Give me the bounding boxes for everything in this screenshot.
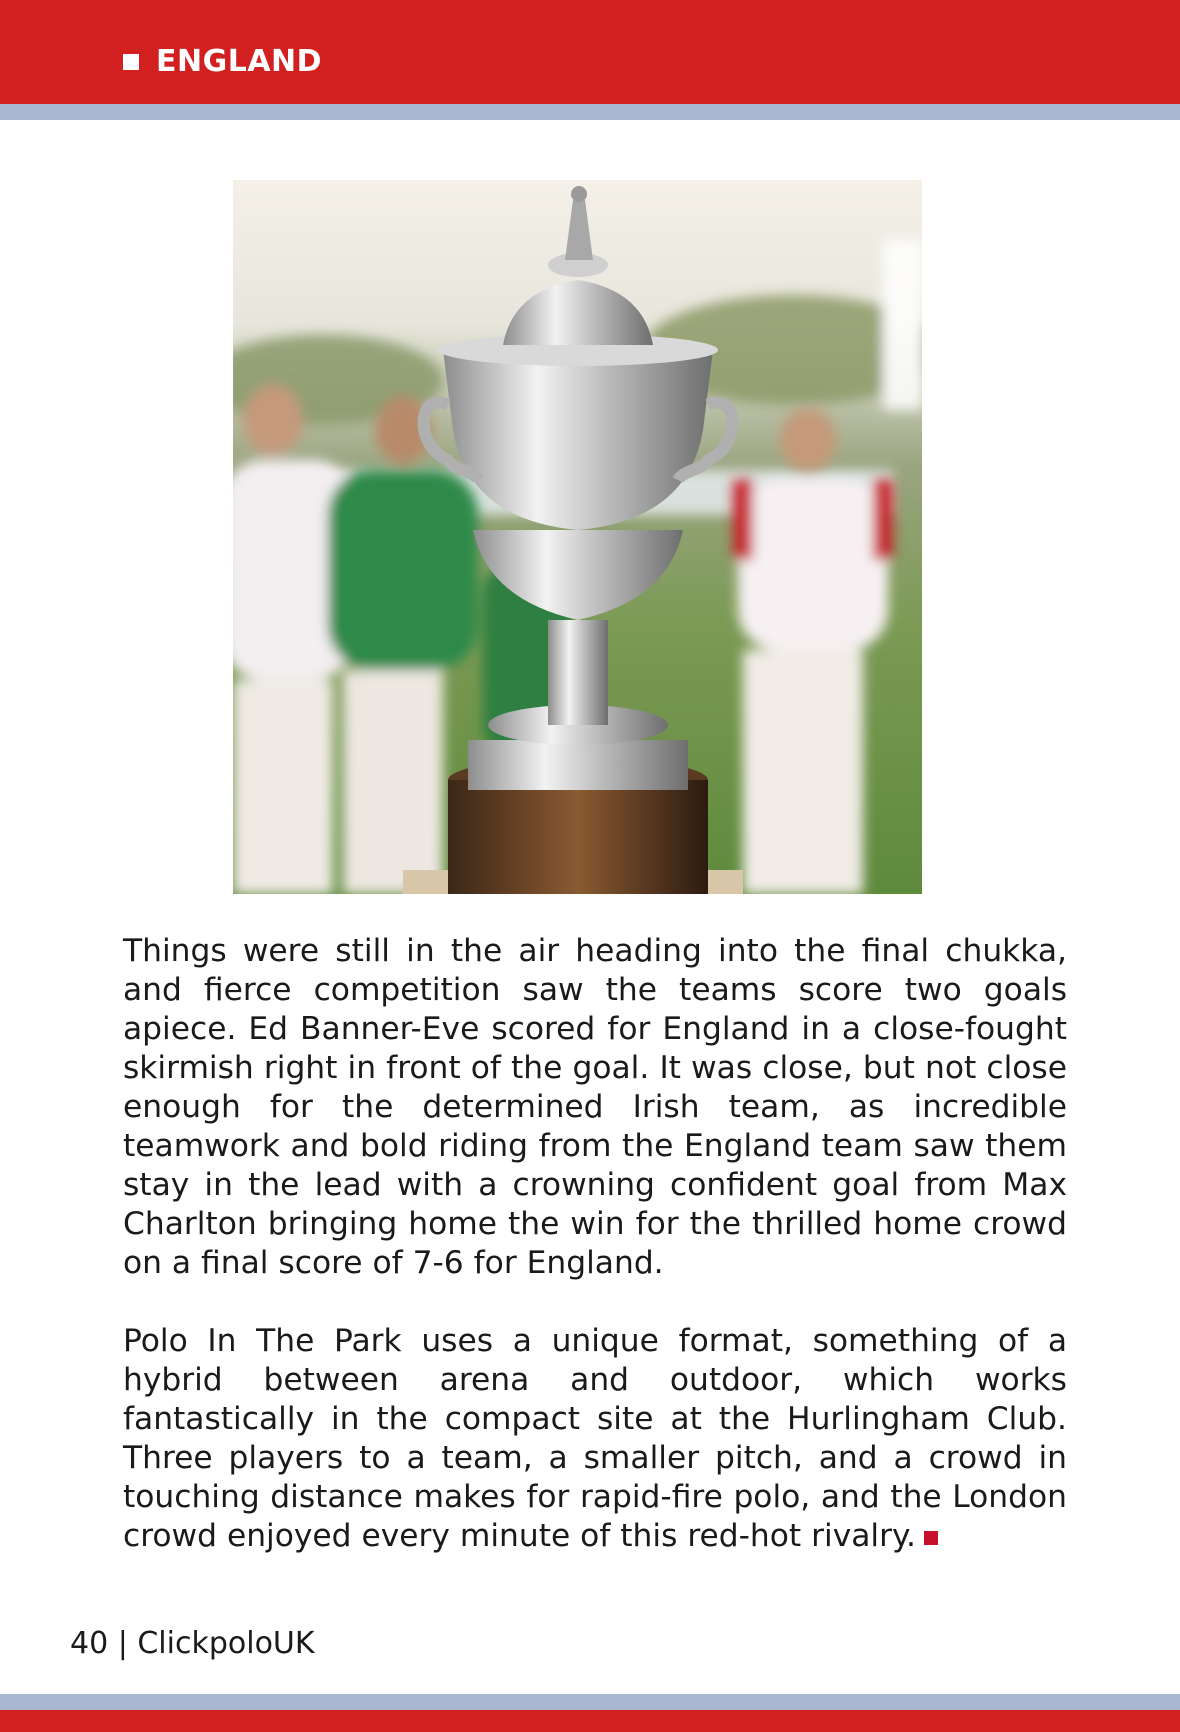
header-stripe [0, 104, 1180, 120]
article-body [123, 932, 1067, 1556]
paragraph: Polo In The Park uses a unique format, something of a hybrid between arena and outdoor, which works fantastically in the compact site at the Hurlingham Club. Three players to a team, a smaller pitch, and a crowd in touching distance makes for rapid-fire polo, and the London crowd enjoyed every minute of this red-hot rivalry. [123, 1323, 1067, 1554]
section-label: ENGLAND [156, 44, 323, 79]
end-mark-icon [924, 1531, 938, 1545]
trophy-photo [233, 180, 922, 894]
section-header [123, 44, 322, 79]
square-bullet-icon [123, 54, 139, 70]
footer-stripe [0, 1694, 1180, 1710]
paragraph: Things were still in the air heading into the final chukka, and fierce competition saw the teams score two goals apiece. Ed Banner-Eve scored for England in a close-fought skirmish right in front of the goal. It was close, but not close enough for the determined Irish team, as incredible teamwork and bold riding from the England team saw them stay in the lead with a crowning confident goal from Max Charlton bringing home the win for the thrilled home crowd on a final score of 7-6 for England. [123, 933, 1067, 1281]
footer-band [0, 1710, 1180, 1732]
page-footer: 40 | ClickpoloUK [70, 1626, 315, 1661]
paragraph-with-end-mark [123, 1322, 1067, 1556]
